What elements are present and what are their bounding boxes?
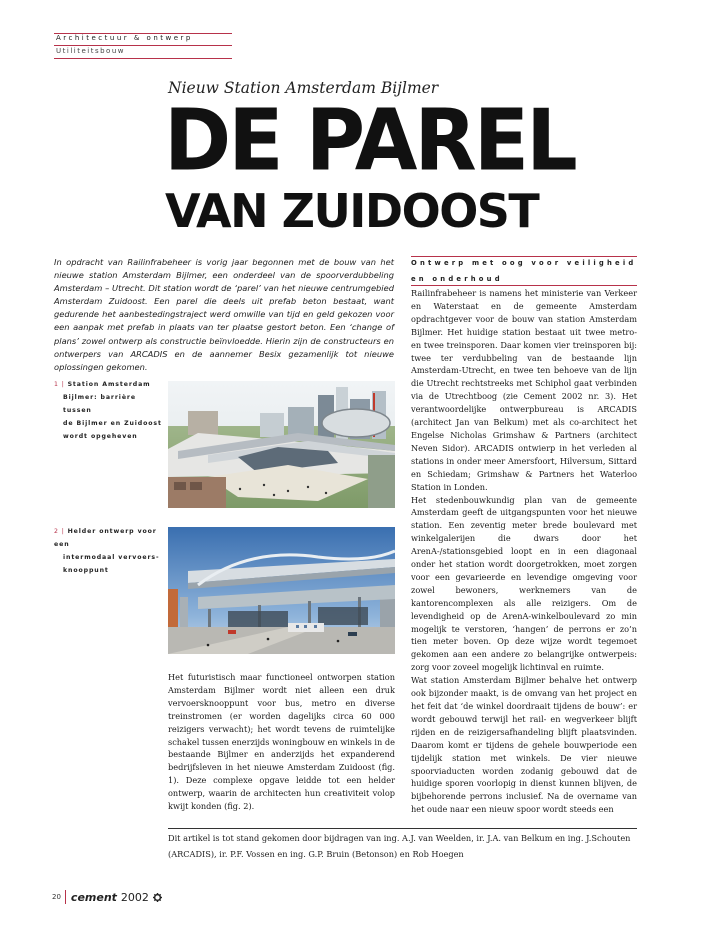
- footer-divider: [65, 890, 66, 904]
- gear-logo-icon: [153, 893, 162, 902]
- body-right-paragraph-1: Railinfrabeheer is namens het ministerie van Verkeer en Waterstaat en de gemeente Amsterdam opdrachtgever voor de bouw van station Amsterdam Bijlmer. Het huidige station bestaat uit twee metro- en twee treinsporen. Daar komen vier treinsporen bij: twee ter verdubbeling van de bestaande lijn Amsterdam-Utrecht, en twee ten behoeve van de lijn die Utrecht rechtstreeks met Schiphol gaat verbinden via de Utrechtboog (zie Cement 2002 nr. 3). Het verantwoordelijke ontwerpbureau is ARCADIS (architect Jan van Belkum) met als co-architect het Engelse Nicholas Grimshaw & Partners (architect Neven Sidor). ARCADIS ontwierp in het verleden al stations in onder meer Amersfoort, Hilversum, Sittard en Schiedam; Grimshaw & Partners het Waterloo Station in Londen.: [411, 288, 637, 492]
- caption-number: 2 |: [54, 528, 65, 535]
- caption-text: Helder ontwerp voor een: [54, 528, 157, 548]
- subhead-rule-bottom: [411, 285, 637, 286]
- article-kicker: Nieuw Station Amsterdam Bijlmer: [168, 79, 439, 97]
- caption-number: 1 |: [54, 381, 65, 388]
- caption-figure-2: [54, 525, 162, 577]
- caption-text: wordt opgeheven: [63, 433, 138, 440]
- body-right-paragraph-3: Wat station Amsterdam Bijlmer behalve het ontwerp ook bijzonder maakt, is de omvang van het project en het feit dat ‘de winkel doordraait tijdens de bouw’: er wordt gebouwd terwijl het rail- en wegverkeer blijft rijden en de reizigersafhandeling blijft plaatsvinden. Daarom komt er tijdens de gehele bouwperiode een tijdelijk station met winkels. De vier nieuwe spoorviaducten worden zodanig gebouwd dat de huidige sporen voorlopig in dienst kunnen blijven, de bijbehorende perrons inclusief. Na de overname van het oude naar een nieuw spoor wordt steeds een: [411, 675, 637, 815]
- headline-line-1: DE PAREL: [164, 91, 575, 191]
- page-footer: [52, 890, 162, 904]
- caption-figure-1: [54, 378, 162, 443]
- page-number: 20: [52, 893, 61, 901]
- caption-text: Bijlmer: barrière tussen: [63, 394, 136, 414]
- figure-2-image: [168, 527, 395, 654]
- caption-text: knooppunt: [63, 567, 109, 574]
- credits-text: Dit artikel is tot stand gekomen door bijdragen van ing. A.J. van Weelden, ir. J.A. van Belkum en ing. J.Schouten (ARCADIS), ir. P.F. Vossen en ing. G.P. Bruin (Betonson) en Rob Hoegen: [168, 833, 631, 859]
- magazine-year: 2002: [120, 890, 149, 904]
- caption-text: de Bijlmer en Zuidoost: [63, 420, 162, 427]
- caption-text: intermodaal vervoers-: [63, 554, 160, 561]
- figure-1-image: [168, 381, 395, 508]
- body-right-column: [411, 287, 637, 816]
- header-rule-bottom: [54, 58, 232, 59]
- credits-rule: [168, 828, 637, 829]
- body-left-paragraph: Het futuristisch maar functioneel ontworpen station Amsterdam Bijlmer wordt niet alleen een druk vervoersknooppunt voor bus, metro en diverse treinstromen (er worden dagelijks circa 60 000 reizigers verwacht); het wordt tevens de ruimtelijke schakel tussen enerzijds woningbouw en winkels in de bestaande Bijlmer en anderzijds het expanderend bedrijfsleven in het nieuwe Amsterdam Zuidoost (fig. 1). Deze complexe opgave leidde tot een helder ontwerp, waarin de architecten hun creativiteit volop kwijt konden (fig. 2).: [168, 672, 395, 812]
- section-subheading: Ontwerp met oog voor veiligheid en onderhoud: [411, 259, 637, 283]
- magazine-name: cement: [70, 890, 117, 904]
- caption-text: Station Amsterdam: [67, 381, 151, 388]
- headline-line-2: VAN ZUIDOOST: [165, 184, 539, 238]
- intro-paragraph: In opdracht van Railinfrabeheer is vorig jaar begonnen met de bouw van het nieuwe station Amsterdam Bijlmer, een onderdeel van de spoorverdubbeling Amsterdam – Utrecht. Dit station wordt de ‘parel’ van het nieuwe centrumgebied Amsterdam Zuidoost. Een parel die deels uit prefab beton bestaat, want gedurende het aanbestedingstraject werd omwille van tijd en geld gekozen voor een aanpak met prefab in plaats van ter plaatse gestort beton. Een ‘change of plans’ zowel ontwerp als constructie beïnvloedde. Hierin zijn de constructeurs en ontwerpers van ARCADIS en de aannemer Besix gezamenlijk tot nieuwe oplossingen gekomen.: [54, 257, 394, 372]
- body-right-paragraph-2: Het stedenbouwkundig plan van de gemeente Amsterdam geeft de uitgangspunten voor het nieuwe station. Een zeventig meter brede boulevard met winkelgalerijen die dwars door het ArenA-/stationsgebied loopt en in een diagonaal onder het station wordt doorgetrokken, moet zorgen voor een gevarieerde en levendige omgeving voor zowel bewoners, werknemers van de kantorencomplexen als alle reizigers. Om de levendigheid op de ArenA-winkelboulevard zo min mogelijk te verstoren, ‘hangen’ de perrons er zo’n tien meter boven. Op deze wijze wordt tegemoet gekomen aan een andere zo belangrijke ontwerpeis: zorg voor zoveel mogelijk lichtinval en ruimte.: [411, 494, 637, 673]
- subsection-label: Utiliteitsbouw: [56, 47, 125, 55]
- header-rule-middle: [54, 45, 232, 46]
- section-label: Architectuur & ontwerp: [56, 34, 193, 42]
